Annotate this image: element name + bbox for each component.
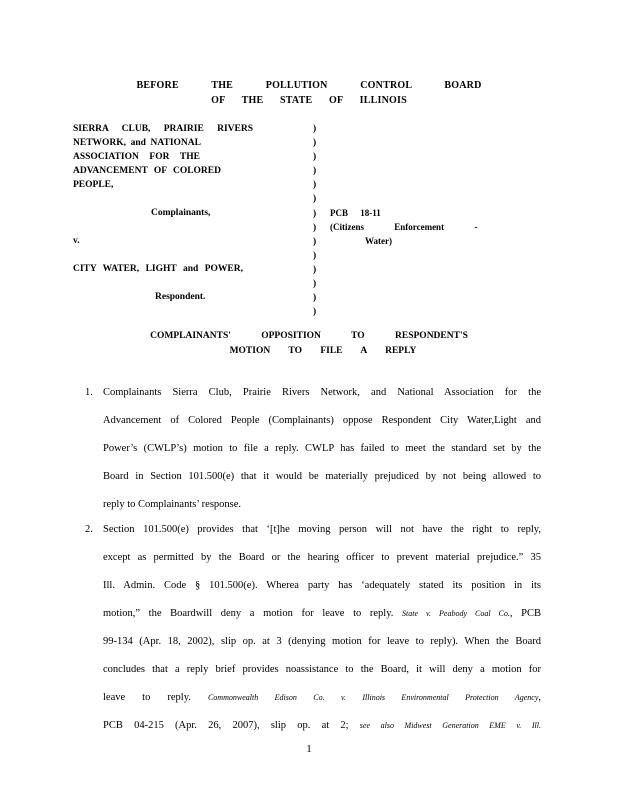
complainants-label: Complainants, [151,208,211,218]
paren: ) [313,236,317,247]
state-heading: OF THE STATE OF ILLINOIS [211,95,407,106]
document-title-line-1: COMPLAINANTS' OPPOSITION TO RESPONDENT'S [150,331,468,341]
paragraph-line: Power’s (CWLP’s) motion to file a reply. CWLP has failed to meet the standard set by the [103,443,541,454]
versus-label: v. [73,236,80,246]
paren: ) [313,194,317,205]
case-citation: see also Midwest Generation EME v. Ill. [359,721,541,730]
caption-parentheses [313,122,316,319]
paragraph-line: except as permitted by the Board or the hearing officer to prevent material prejudice.” 35 [103,552,541,563]
paragraph-number: 1. [85,387,93,398]
case-citation: State v. Peabody Coal Co. [402,609,510,618]
party-line-1: SIERRA CLUB, PRAIRIE RIVERS [73,124,253,134]
paragraph-line-with-cite [103,684,541,712]
paren: ) [313,152,317,163]
paren: ) [313,124,317,134]
document-title-line-2: MOTION TO FILE A REPLY [229,346,417,356]
paragraph-number: 2. [85,524,93,535]
paragraph-line: reply to Complainants’ response. [103,499,242,510]
paragraph-line: 99-134 (Apr. 18, 2002), slip op. at 3 (denying motion for leave to reply). When the Board [103,636,541,647]
paragraph-line-with-cite [103,712,541,740]
paren: ) [313,307,317,318]
paragraph-line-with-cite [103,600,541,628]
citation-tail: , PCB [509,608,541,619]
paren: ) [313,166,317,177]
case-type-line-1: (Citizens Enforcement - [330,222,478,232]
party-line-5: PEOPLE, [73,180,114,190]
paragraph-line: concludes that a reply brief provides noassistance to the Board, it will deny a motion for [103,664,541,675]
paren: ) [313,264,317,275]
paragraph-line: Advancement of Colored People (Complainants) oppose Respondent City Water,Light and [103,415,541,426]
paren: ) [313,180,317,191]
respondent-label: Respondent. [155,292,206,302]
paren: ) [313,138,317,149]
case-info [330,206,477,248]
paragraph-line: Complainants Sierra Club, Prairie Rivers Network, and National Association for the [103,387,541,398]
party-line-3: ASSOCIATION FOR THE [73,152,200,162]
paragraph-line: Section 101.500(e) provides that ‘[t]he moving person will not have the right to reply, [103,524,541,535]
paren: ) [313,293,317,304]
case-type-line-2: Water) [365,236,392,246]
citation-tail: , [538,692,541,703]
respondent-name: CITY WATER, LIGHT and POWER, [73,264,243,274]
paragraph-line: Board in Section 101.500(e) that it would be materially prejudiced by not being allowed to [103,471,541,482]
paragraph-line: Ill. Admin. Code § 101.500(e). Wherea party has ‘adequately stated its position in its [103,580,541,591]
case-number: PCB 18-11 [330,208,381,218]
paren: ) [313,279,317,290]
party-line-4: ADVANCEMENT OF COLORED [73,166,221,176]
case-citation: Commonwealth Edison Co. v. Illinois Environmental Protection Agency [207,693,539,702]
paragraph-line-text: leave to reply. [103,692,191,703]
party-line-2: NETWORK, and NATIONAL [73,138,201,148]
board-heading: BEFORE THE POLLUTION CONTROL BOARD [136,80,482,91]
page-number: 1 [306,743,312,755]
paragraph-line-text: motion,” the Boardwill deny a motion for leave to reply. [103,608,394,619]
paren: ) [313,208,317,219]
paren: ) [313,250,317,261]
caption-parties [73,122,253,304]
paragraph-line-text: PCB 04-215 (Apr. 26, 2007), slip op. at 2; [103,720,349,731]
paren: ) [313,222,317,233]
